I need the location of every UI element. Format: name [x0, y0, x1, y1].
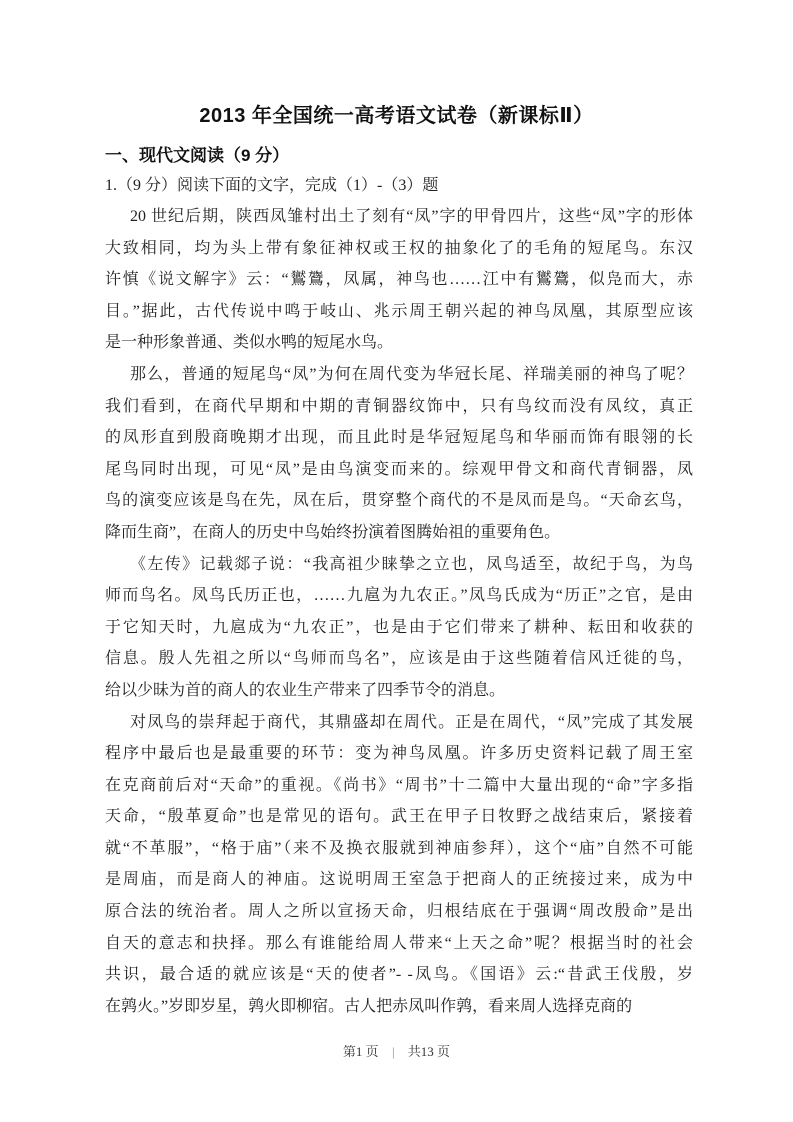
text-line: 那么，普通的短尾鸟“凤”为何在周代变为华冠长尾、祥瑞美丽的神鸟了呢？: [130, 365, 693, 383]
text-line: 共识，最合适的就应该是“天的使者”- -凤鸟。《国语》云:“昔武王伐殷，岁: [105, 966, 693, 984]
text-line: 大致相同，均为头上带有象征神权或王权的抽象化了的毛角的短尾鸟。东汉: [105, 239, 693, 257]
text-line: 就“不革服”，“格于庙”（来不及换衣服就到神庙参拜），这个“庙”自然不可能: [105, 839, 693, 857]
paragraph: [105, 359, 693, 549]
text-line: 原合法的统治者。周人之所以宣扬天命，归根结底在于强调“周改殷命”是出: [105, 903, 693, 921]
text-line: 师而鸟名。凤鸟氏历正也，……九扈为九农正。”凤鸟氏成为“历正”之官，是由: [105, 587, 693, 605]
text-line: 目。”据此，古代传说中鸣于岐山、兆示周王朝兴起的神鸟凤凰，其原型应该: [105, 302, 693, 320]
text-line: 在克商前后对“天命”的重视。《尚书》“周书”十二篇中大量出现的“命”字多指: [105, 776, 693, 794]
text-line: 于它知天时，九扈成为“九农正”，也是由于它们带来了耕种、耘田和收获的: [105, 618, 693, 636]
footer-separator: |: [391, 1044, 395, 1059]
question-intro: 1.（9 分）阅读下面的文字，完成（1）-（3）题: [105, 177, 439, 194]
text-line: 是周庙，而是商人的神庙。这说明周王室急于把商人的正统接过来，成为中: [105, 871, 693, 889]
page-footer: [0, 1041, 793, 1060]
paragraph: [105, 201, 693, 359]
text-line: 《左传》记载郯子说：“我高祖少睐挚之立也，凤鸟适至，故纪于鸟，为鸟: [130, 555, 693, 573]
text-line: 是一种形象普通、类似水鸭的短尾水鸟。: [105, 334, 394, 352]
text-line: 的凤形直到殷商晚期才出现，而且此时是华冠短尾鸟和华丽而饰有眼翎的长: [105, 429, 693, 447]
text-line: 尾鸟同时出现，可见“凤”是由鸟演变而来的。综观甲骨文和商代青铜器，凤: [105, 460, 693, 478]
text-line: 信息。殷人先祖之所以“鸟师而鸟名”，应该是由于这些随着信风迁徙的鸟，: [105, 650, 693, 668]
text-line: 在鹑火。”岁即岁星，鹑火即柳宿。古人把赤凤叫作鹑，看来周人选择克商的: [105, 997, 633, 1015]
text-line: 我们看到，在商代早期和中期的青铜器纹饰中，只有鸟纹而没有凤纹，真正: [105, 397, 693, 415]
text-line: 降而生商”，在商人的历史中鸟始终扮演着图腾始祖的重要角色。: [105, 523, 561, 541]
paragraph: [105, 707, 693, 1023]
text-line: 鸟的演变应该是鸟在先，凤在后，贯穿整个商代的不是凤而是鸟。“天命玄鸟，: [105, 492, 693, 510]
footer-total-pages: 共13 页: [407, 1044, 451, 1059]
page-title: 2013 年全国统一高考语文试卷（新课标Ⅱ）: [199, 105, 594, 127]
footer-page-number: 第1 页: [342, 1044, 379, 1059]
text-line: 给以少昧为首的商人的农业生产带来了四季节令的消息。: [105, 681, 506, 699]
document-body: [105, 201, 693, 1022]
text-line: 自天的意志和抉择。那么有谁能给周人带来“上天之命”呢？根据当时的社会: [105, 934, 693, 952]
text-line: 对凤鸟的崇拜起于商代，其鼎盛却在周代。正是在周代，“凤”完成了其发展: [130, 713, 693, 731]
paragraph: [105, 549, 693, 707]
text-line: 许慎《说文解字》云：“鸑鷟，凤属，神鸟也……江中有鸑鷟，似凫而大，赤: [105, 271, 693, 289]
text-line: 程序中最后也是最重要的环节：变为神鸟凤凰。许多历史资料记载了周王室: [105, 745, 693, 763]
section-heading: 一、现代文阅读（9 分）: [105, 146, 290, 165]
text-line: 天命，“殷革夏命”也是常见的语句。武王在甲子日牧野之战结束后，紧接着: [105, 808, 693, 826]
text-line: 20 世纪后期，陕西凤雏村出土了刻有“凤”字的甲骨四片，这些“凤”字的形体: [130, 208, 693, 225]
